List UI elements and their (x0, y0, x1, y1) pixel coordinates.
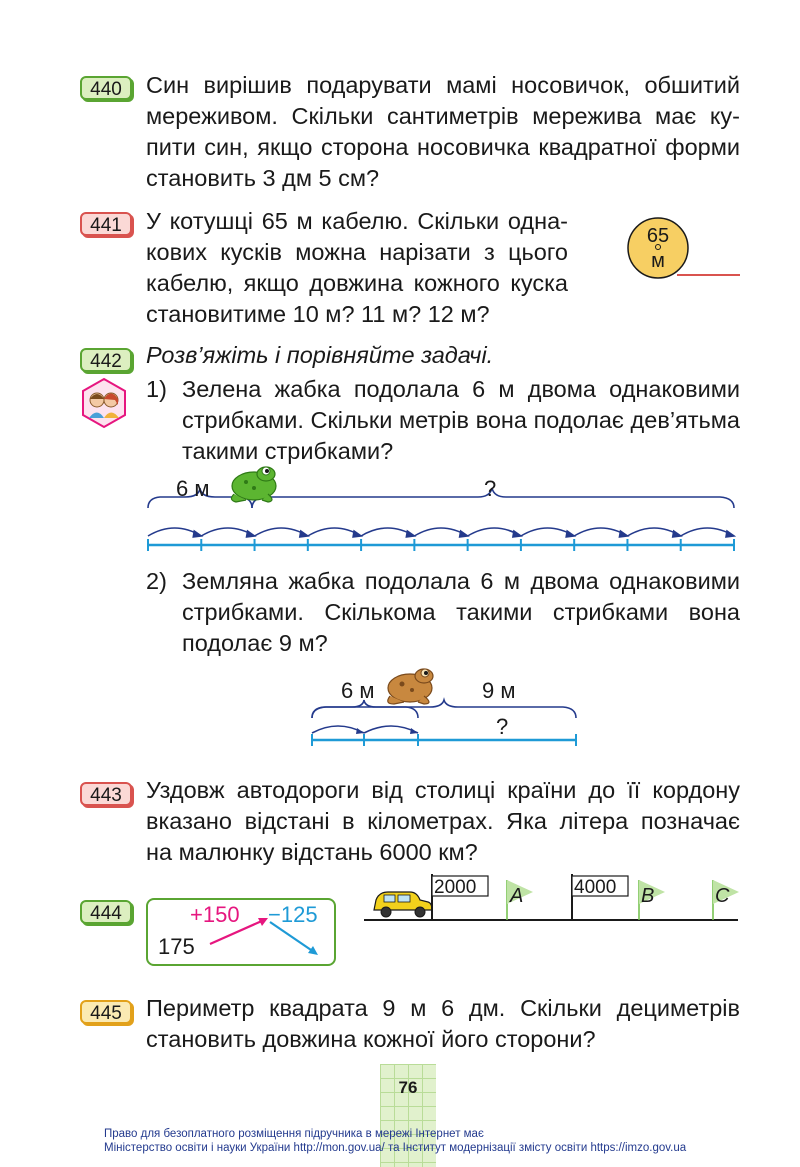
jump-arrowhead (193, 531, 201, 537)
text-line: кових кусків можна нарізати з цього (146, 239, 568, 265)
pair-work-icon (82, 378, 126, 428)
text-line: становить довжина кожної його сторони? (146, 1026, 596, 1052)
task-443-text (146, 775, 740, 868)
svg-text:A: A (510, 885, 524, 907)
task-440-text (146, 70, 740, 194)
task-445-text (146, 993, 740, 1055)
text-line: Уздовж автодороги від столиці країни до її кордону (146, 777, 740, 803)
chain-arrows (146, 898, 346, 958)
flag-C (713, 880, 739, 920)
spool-unit: м (651, 250, 665, 272)
jump-arrowhead (353, 531, 361, 537)
jump-arrow (312, 726, 364, 733)
jump-arrowhead (726, 531, 734, 537)
chain-op-subtract: −125 (268, 902, 318, 927)
text-line: стрибками. Скількома такими стрибками вона (182, 599, 740, 625)
road-diagram (360, 868, 760, 928)
svg-text:B: B (641, 885, 655, 907)
footer-line-2: Міністерство освіти і науки України http://mon.gov.ua/ та Інститут модернізації змісту освіти https://imzo.gov.ua (104, 1142, 687, 1154)
brown-frog-image (388, 669, 433, 704)
jump-arrowhead (619, 531, 627, 537)
text-line: становить 3 дм 5 см? (146, 165, 380, 191)
sign-2000-label: 2000 (434, 877, 477, 898)
text-line: подолає 9 м? (182, 630, 328, 656)
text-line: становитиме 10 м? 11 м? 12 м? (146, 301, 490, 327)
car-image (374, 892, 432, 917)
jump-arrow (364, 726, 418, 733)
part-2-number: 2) (146, 568, 167, 594)
diagram-2-question: ? (496, 714, 509, 739)
jump-arrowhead (247, 531, 255, 537)
task-442-heading: Розв’яжіть і порівняйте задачі. (146, 342, 494, 368)
diagram-2-right-label: 9 м (482, 678, 516, 703)
jump-arrowhead (513, 531, 521, 537)
jump-diagram-1 (0, 460, 800, 570)
task-number-441: 441 (80, 212, 132, 236)
task-441-text (146, 206, 568, 330)
text-line: Периметр квадрата 9 м 6 дм. Скільки дециметрів (146, 995, 740, 1021)
task-number-443: 443 (80, 782, 132, 806)
text-line: такими стрибками? (182, 438, 394, 464)
diagram-2-left-label: 6 м (341, 678, 375, 703)
task-number-440: 440 (80, 76, 132, 100)
text-line: У котушці 65 м кабелю. Скільки одна- (146, 208, 568, 234)
svg-text:C: C (715, 885, 730, 907)
text-line: на малюнку відстань 6000 км? (146, 839, 478, 865)
page-number: 76 (398, 1078, 418, 1097)
jump-arrowhead (406, 531, 414, 537)
text-line: Земляна жабка подолала 6 м двома однаковими (182, 568, 740, 594)
green-frog-image (231, 467, 276, 502)
flag-A (507, 880, 533, 920)
jump-arrowhead (673, 531, 681, 537)
diagram-1-question: ? (484, 476, 497, 501)
cable-spool-illustration (622, 212, 752, 292)
text-line: стрибками. Скільки метрів вона подолає дев’ятьма (182, 407, 740, 433)
part-1-number: 1) (146, 376, 167, 402)
diagram-1-left-label: 6 м (176, 476, 210, 501)
text-line: пити син, якщо сторона носовичка квадратної форми (146, 134, 740, 160)
chain-start-value: 175 (158, 934, 195, 959)
text-line: Зелена жабка подолала 6 м двома однаковими (182, 376, 740, 402)
task-number-445: 445 (80, 1000, 132, 1024)
arrow-add (210, 920, 264, 944)
jump-arrowhead (300, 531, 308, 537)
part-1-text (182, 374, 740, 467)
footer-line-1: Право для безоплатного розміщення підручника в мережі Інтернет має (104, 1128, 484, 1140)
text-line: Син вирішив подарувати мамі носовичок, обшитий (146, 72, 740, 98)
text-line: вказано відстані в кілометрах. Яка літера позначає (146, 808, 740, 834)
text-line: мереживом. Скільки сантиметрів мережива має ку- (146, 103, 740, 129)
spool-value: 65 (646, 225, 670, 247)
task-number-444: 444 (80, 900, 132, 924)
jump-arrowhead (460, 531, 468, 537)
sign-4000-label: 4000 (574, 877, 617, 898)
part-2-text (182, 566, 740, 659)
jump-diagram-2 (0, 664, 800, 754)
flag-B (639, 880, 665, 920)
jump-arrowhead (566, 531, 574, 537)
arrow-subtract (270, 922, 314, 952)
task-number-442: 442 (80, 348, 132, 372)
text-line: кабелю, якщо довжина кожного куска (146, 270, 568, 296)
chain-op-add: +150 (190, 902, 240, 927)
